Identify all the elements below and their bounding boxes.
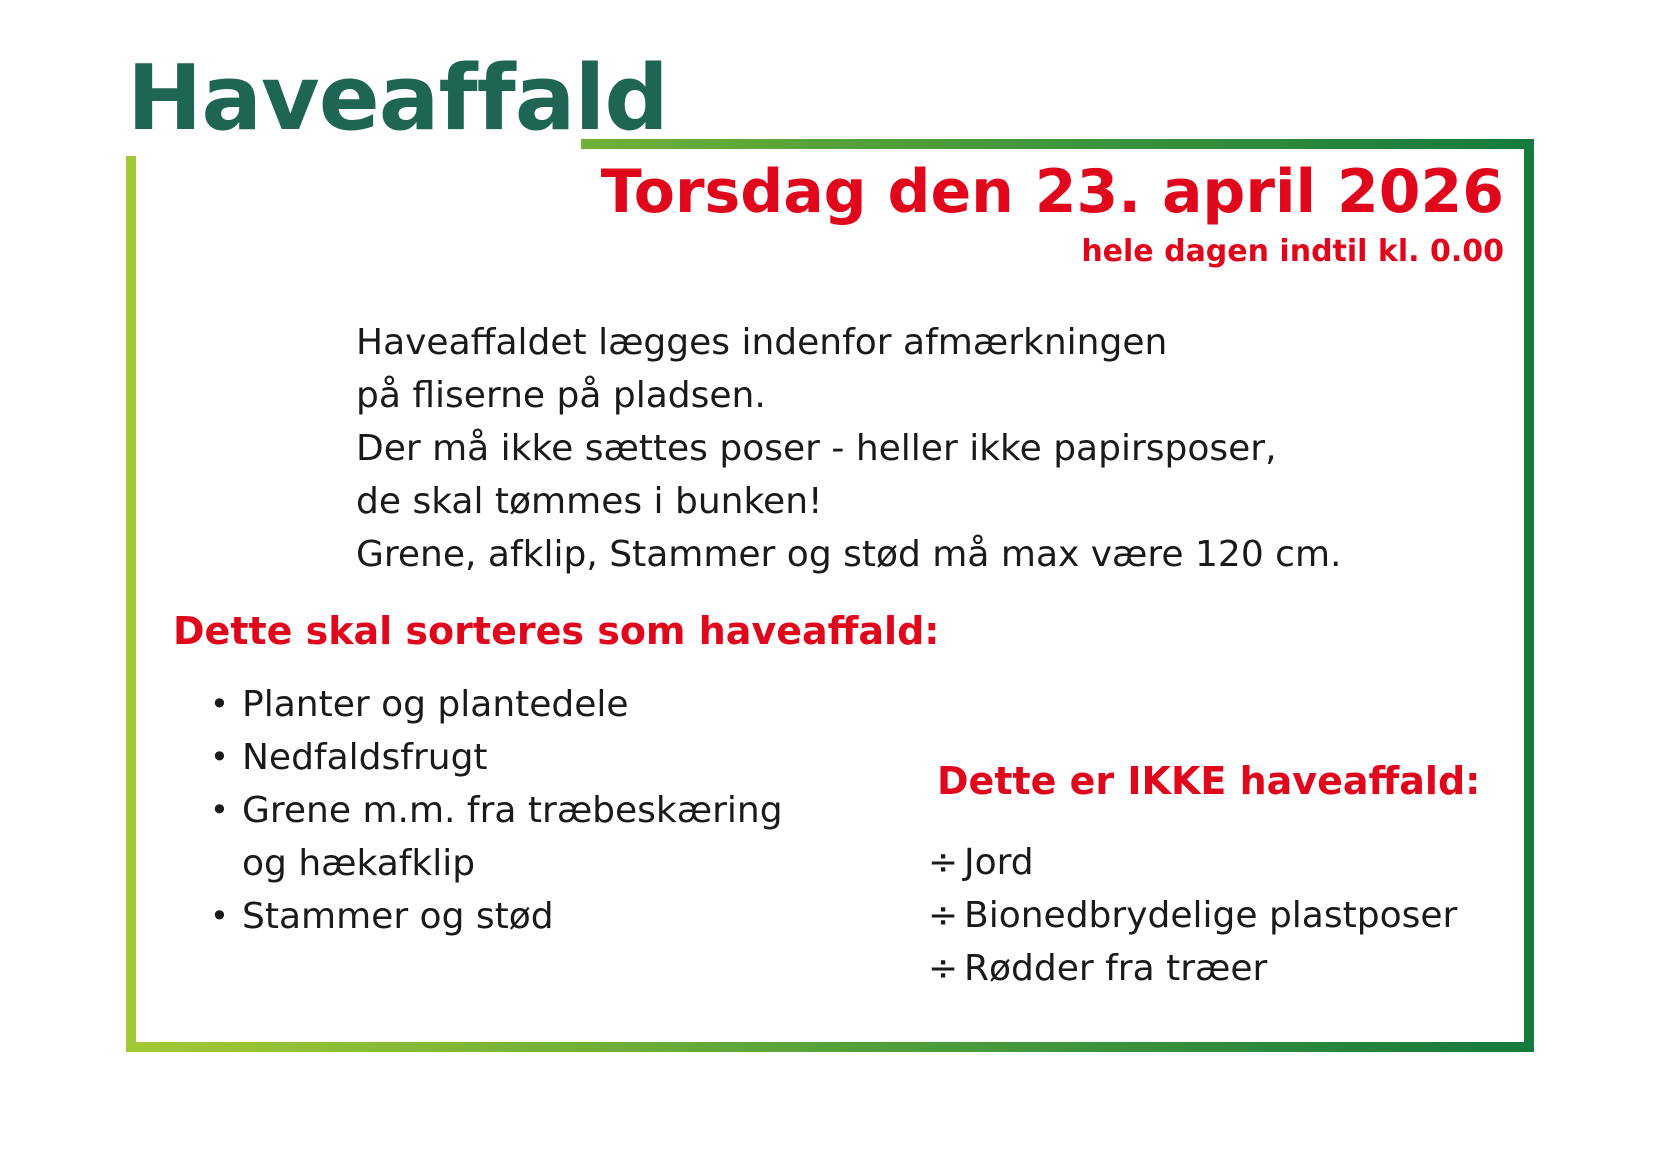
allowed-item-text: Nedfaldsfrugt — [242, 737, 488, 778]
allowed-item — [210, 678, 783, 731]
allowed-list — [210, 678, 783, 943]
division-sign-icon: ÷ — [928, 895, 959, 936]
not-allowed-item — [928, 836, 1457, 889]
page-title: Haveaffald — [127, 46, 668, 151]
event-time: hele dagen indtil kl. 0.00 — [1081, 234, 1504, 269]
instruction-line: Der må ikke sættes poser - heller ikke papirsposer, — [356, 428, 1277, 469]
division-sign-icon: ÷ — [928, 842, 959, 883]
division-sign-icon: ÷ — [928, 948, 959, 989]
bullet-icon: • — [210, 897, 229, 935]
allowed-item — [210, 784, 783, 890]
not-allowed-item — [928, 889, 1457, 942]
not-allowed-item-text: Bionedbrydelige plastposer — [964, 895, 1458, 936]
event-date: Torsdag den 23. april 2026 — [600, 157, 1504, 227]
allowed-item-text: Stammer og stød — [242, 896, 554, 937]
instructions-text — [356, 316, 1341, 581]
not-allowed-heading: Dette er IKKE haveaffald: — [937, 759, 1481, 803]
allowed-item-text: Planter og plantedele — [242, 684, 629, 725]
instruction-line: Grene, afklip, Stammer og stød må max være 120 cm. — [356, 534, 1342, 575]
instruction-line: de skal tømmes i bunken! — [356, 481, 823, 522]
allowed-heading: Dette skal sorteres som haveaffald: — [173, 609, 940, 653]
bullet-icon: • — [210, 738, 229, 776]
allowed-item — [210, 731, 783, 784]
not-allowed-item — [928, 942, 1457, 995]
not-allowed-item-text: Jord — [964, 842, 1034, 883]
instruction-line: Haveaffaldet lægges indenfor afmærkningen — [356, 322, 1168, 363]
bullet-icon: • — [210, 791, 229, 829]
allowed-item-text: Grene m.m. fra træbeskæring — [242, 790, 783, 831]
instruction-line: på fliserne på pladsen. — [356, 375, 766, 416]
bullet-icon: • — [210, 685, 229, 723]
allowed-item — [210, 890, 783, 943]
not-allowed-list — [928, 836, 1457, 995]
allowed-item-text-continued: og hækafklip — [242, 843, 476, 884]
not-allowed-item-text: Rødder fra træer — [964, 948, 1268, 989]
